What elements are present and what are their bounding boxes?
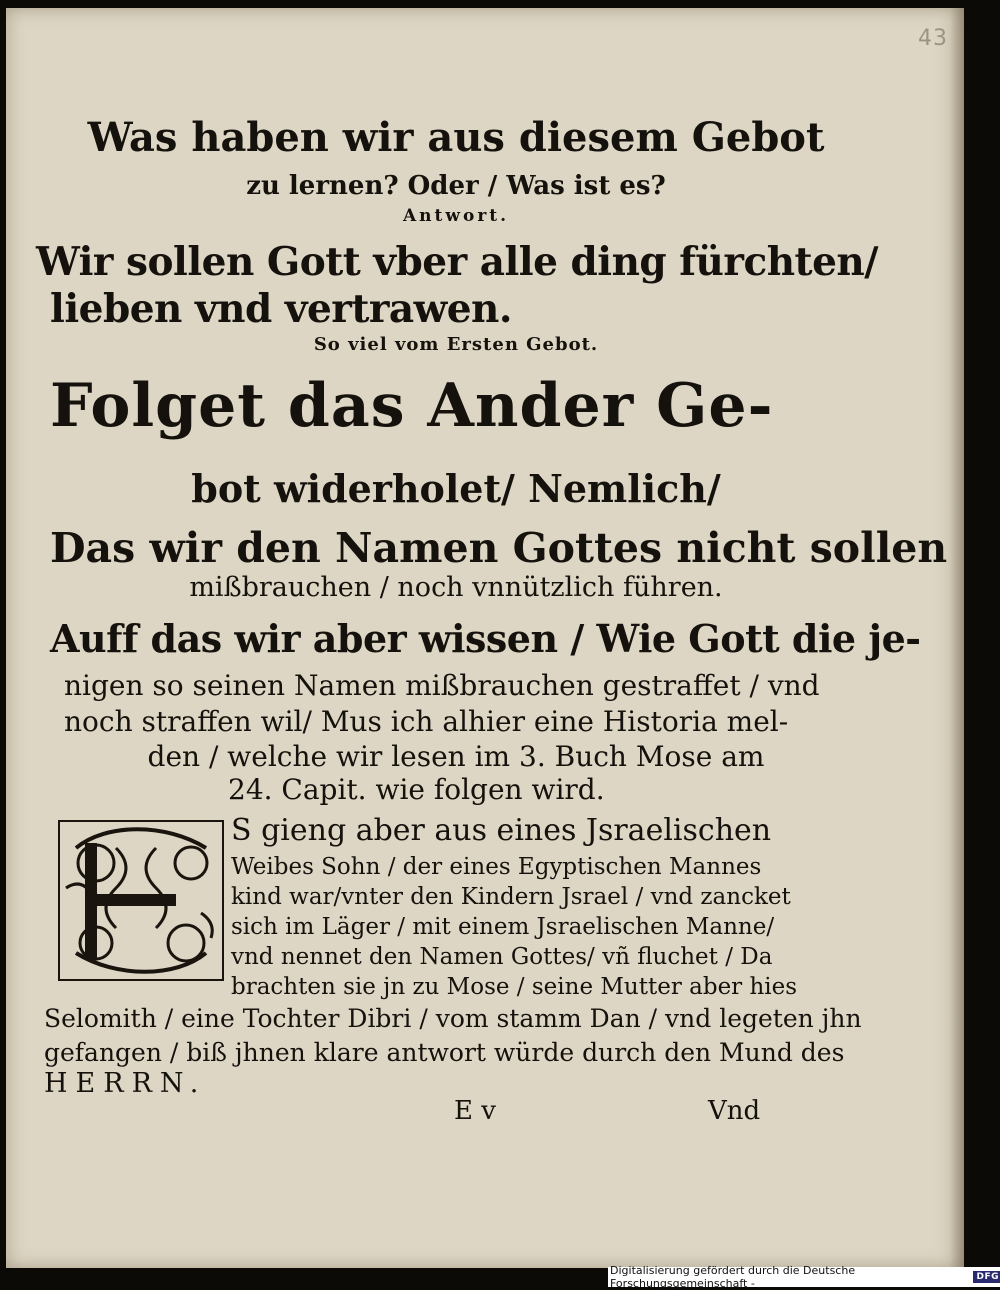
story-line6: brachten sie jn zu Mose / seine Mutter aber hies — [231, 974, 798, 1000]
intro-line5: 24. Capit. wie folgen wird. — [228, 773, 605, 806]
story-line8: gefangen / biß jhnen klare antwort würde durch den Mund des — [44, 1038, 845, 1067]
answer-line1: Wir sollen Gott vber alle ding fürchten/ — [36, 239, 878, 285]
intro-line2: nigen so seinen Namen mißbrauchen gestraffet / vnd — [64, 669, 820, 702]
answer-line2: lieben vnd vertrawen. — [50, 286, 512, 332]
commandment-text: Das wir den Namen Gottes nicht sollen — [50, 524, 948, 572]
story-line2: Weibes Sohn / der eines Egyptischen Mannes — [231, 854, 762, 880]
intro-line1: Auff das wir aber wissen / Wie Gott die je- — [50, 616, 921, 661]
catchword: Vnd — [708, 1096, 761, 1126]
page-number: 43 — [918, 26, 948, 51]
answer-label: Antwort. — [402, 206, 510, 226]
page-edge-shadow — [950, 8, 964, 1268]
book-page — [6, 8, 964, 1268]
intro-line4: den / welche wir lesen im 3. Buch Mose am — [147, 740, 765, 773]
story-line3: kind war/vnter den Kindern Jsrael / vnd zancket — [231, 884, 791, 910]
section-close: So viel vom Ersten Gebot. — [313, 334, 599, 355]
signature-mark: E v — [454, 1096, 496, 1126]
intro-line3: noch straffen wil/ Mus ich alhier eine Historia mel- — [64, 705, 789, 738]
story-line1: S gieng aber aus eines Jsraelischen — [231, 813, 772, 848]
commandment-title-line2: bot widerholet/ Nemlich/ — [191, 466, 721, 511]
commandment-title: Folget das Ander Ge- — [50, 371, 774, 441]
credit-text: Digitalisierung gefördert durch die Deutsche Forschungsgemeinschaft - — [610, 1264, 856, 1290]
dfg-logo: DFG — [973, 1271, 1000, 1283]
story-line5: vnd nennet den Namen Gottes/ vñ fluchet / Da — [231, 944, 773, 970]
heading-question-line2: zu lernen? Oder / Was ist es? — [246, 171, 666, 201]
heading-question: Was haben wir aus diesem Gebot — [87, 114, 825, 161]
story-line9: HERRN. — [44, 1068, 207, 1099]
story-line7: Selomith / eine Tochter Dibri / vom stamm Dan / vnd legeten jhn — [44, 1004, 862, 1033]
digitization-credit — [608, 1264, 1000, 1290]
commandment-text-line2: mißbrauchen / noch vnnützlich führen. — [189, 572, 723, 603]
decorated-initial-e — [56, 818, 226, 983]
story-line4: sich im Läger / mit einem Jsraelischen Manne/ — [231, 914, 775, 940]
